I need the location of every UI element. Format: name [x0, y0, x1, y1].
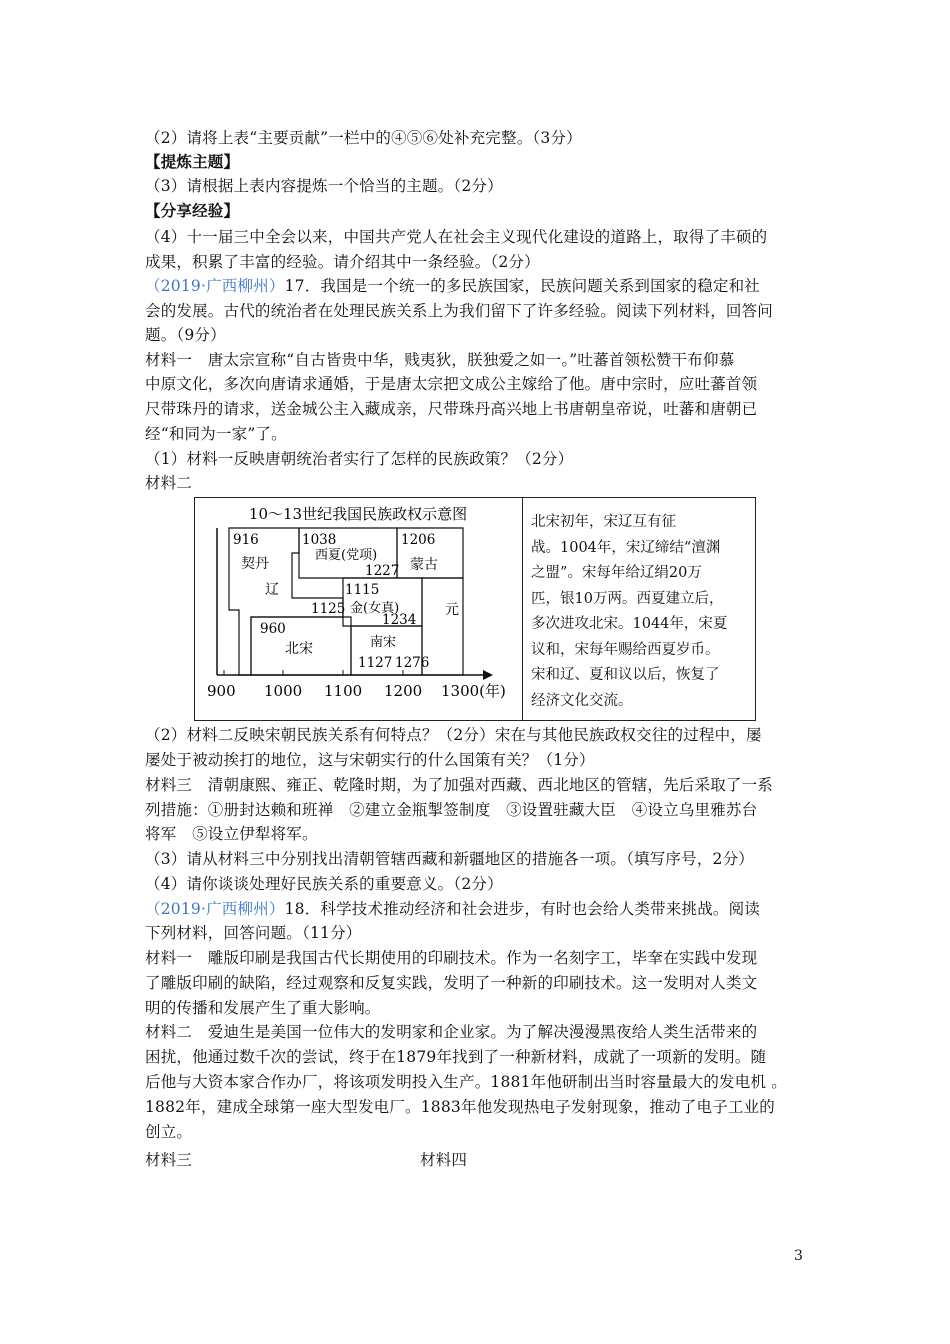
material-label: 材料二 — [145, 474, 193, 492]
axis-tick-label: 1100 — [324, 682, 363, 700]
description-line: 多次进攻北宋。1044年，宋夏 — [531, 616, 728, 632]
figure-description — [531, 510, 749, 714]
material-line: 创立。 — [145, 1123, 193, 1141]
description-line: 战。1004年，宋辽缔结“澶渊 — [531, 539, 721, 556]
region-label-xixia: 西夏(党项) — [315, 548, 378, 563]
material-line: 材料三 清朝康熙、雍正、乾隆时期，为了加强对西藏、西北地区的管辖，先后采取了一系 — [145, 776, 774, 794]
year-label: 916 — [233, 532, 259, 548]
question-line: （4）十一届三中全会以来，中国共产党人在社会主义现代化建设的道路上，取得了丰硕的 — [145, 228, 768, 246]
material-line: 后他与大资本家合作办厂，将该项发明投入生产。1881年他研制出当时容量最大的发电机 。 — [145, 1073, 787, 1091]
axis-tick-label: 1000 — [264, 682, 303, 700]
question-line: 成果，积累了丰富的经验。请介绍其中一条经验。（2分） — [145, 253, 540, 271]
question-17-header — [145, 274, 805, 298]
material-line: 材料二 爱迪生是美国一位伟大的发明家和企业家。为了解决漫漫黑夜给人类生活带来的 — [145, 1023, 758, 1041]
figure-title: 10～13世纪我国民族政权示意图 — [248, 505, 468, 523]
year-label: 1234 — [382, 612, 417, 628]
year-label: 1127 — [358, 655, 393, 671]
material-label: 材料三 — [145, 1151, 193, 1169]
material-line: 经“和同为一家”了。 — [145, 425, 287, 443]
description-line: 之盟”。宋每年给辽绢20万 — [531, 565, 702, 581]
question-line: （1）材料一反映唐朝统治者实行了怎样的民族政策？（2分） — [145, 450, 574, 468]
question-line: 题。（9分） — [145, 326, 226, 344]
region-label-yuan: 元 — [445, 602, 459, 618]
material-line: 材料一 唐太宗宣称“自古皆贵中华，贱夷狄，朕独爱之如一。”吐蕃首领松赞干布仰慕 — [145, 351, 735, 369]
material-line: 明的传播和发展产生了重大影响。 — [145, 999, 381, 1017]
year-label: 1206 — [401, 532, 436, 548]
regime-timeline-svg — [195, 498, 522, 720]
region-label-beisong: 北宋 — [285, 641, 313, 657]
region-label-liao: 辽 — [265, 582, 279, 598]
year-label: 1115 — [345, 582, 380, 598]
question-line: 会的发展。古代的统治者在处理民族关系上为我们留下了许多经验。阅读下列材料，回答问 — [145, 302, 774, 320]
year-label: 1038 — [302, 532, 337, 548]
question-line: （2）请将上表“主要贡献”一栏中的④⑤⑥处补充完整。（3分） — [145, 129, 582, 147]
material-line: 中原文化，多次向唐请求通婚，于是唐太宗把文成公主嫁给了他。唐中宗时，应吐蕃首领 — [145, 375, 758, 393]
axis-arrow-icon — [483, 670, 493, 680]
material-line: 材料一 雕版印刷是我国古代长期使用的印刷技术。作为一名刻字工，毕羍在实践中发现 — [145, 949, 758, 967]
material-label: 材料四 — [420, 1151, 468, 1169]
page-number: 3 — [794, 1248, 803, 1264]
question-line: （3）请从材料三中分别找出清朝管辖西藏和新疆地区的措施各一项。（填写序号，2分） — [145, 850, 754, 868]
section-heading: 【分享经验】 — [145, 201, 240, 220]
question-line: （2）材料二反映宋朝民族关系有何特点？（2分）宋在与其他民族政权交往的过程中，屡 — [145, 726, 762, 744]
axis-tick-label: 1300(年) — [441, 682, 506, 700]
material-line: 困扰，他通过数千次的尝试，终于在1879年找到了一种新材料，成就了一项新的发明。随 — [145, 1048, 767, 1066]
description-line: 匹，银10万两。西夏建立后， — [531, 590, 724, 607]
source-tag: （2019·广西柳州） — [145, 900, 285, 918]
material-line: 1882年，建成全球第一座大型发电厂。1883年他发现热电子发射现象，推动了电子工业的 — [145, 1098, 775, 1116]
region-label-qidan: 契丹 — [241, 556, 269, 572]
material-line: 将军 ⑤设立伊犁将军。 — [145, 825, 318, 843]
regime-figure — [194, 497, 756, 721]
question-text: 18．科学技术推动经济和社会进步，有时也会给人类带来挑战。阅读 — [284, 900, 761, 918]
material-line: 了雕版印刷的缺陷，经过观察和反复实践，发明了一种新的印刷技术。这一发明对人类文 — [145, 974, 758, 992]
source-tag: （2019·广西柳州） — [145, 277, 285, 295]
axis-tick-label: 1200 — [384, 682, 423, 700]
question-line: （3）请根据上表内容提炼一个恰当的主题。（2分） — [145, 177, 503, 195]
description-line: 议和，宋每年赐给西夏岁币。 — [531, 641, 720, 658]
region-label-jin: 金(女真) — [350, 601, 400, 616]
question-18-header — [145, 897, 805, 921]
region-label-nansong: 南宋 — [370, 635, 397, 650]
question-line: 下列材料，回答问题。（11分） — [145, 924, 362, 942]
year-label: 1276 — [395, 655, 430, 671]
axis-tick-label: 900 — [207, 682, 236, 700]
question-text: 17．我国是一个统一的多民族国家，民族问题关系到国家的稳定和社 — [284, 277, 761, 295]
description-line: 北宋初年，宋辽互有征 — [531, 514, 676, 530]
region-label-menggu: 蒙古 — [410, 557, 438, 573]
question-line: （4）请你谈谈处理好民族关系的重要意义。（2分） — [145, 875, 503, 893]
description-line: 经济文化交流。 — [531, 692, 633, 709]
year-label: 1125 — [311, 601, 346, 617]
year-label: 1227 — [365, 563, 400, 579]
question-line: 屡处于被动挨打的地位，这与宋朝实行的什么国策有关？（1分） — [145, 751, 595, 769]
material-line: 尺带珠丹的请求，送金城公主入藏成亲，尺带珠丹高兴地上书唐朝皇帝说，吐蕃和唐朝已 — [145, 400, 758, 418]
material-line: 列措施：①册封达赖和班禅 ②建立金瓶掣签制度 ③设置驻藏大臣 ④设立乌里雅苏台 — [145, 801, 758, 819]
year-label: 960 — [260, 621, 286, 637]
section-heading: 【提炼主题】 — [145, 152, 240, 171]
regime-diagram — [195, 498, 523, 720]
description-line: 宋和辽、夏和议以后，恢复了 — [531, 667, 720, 683]
